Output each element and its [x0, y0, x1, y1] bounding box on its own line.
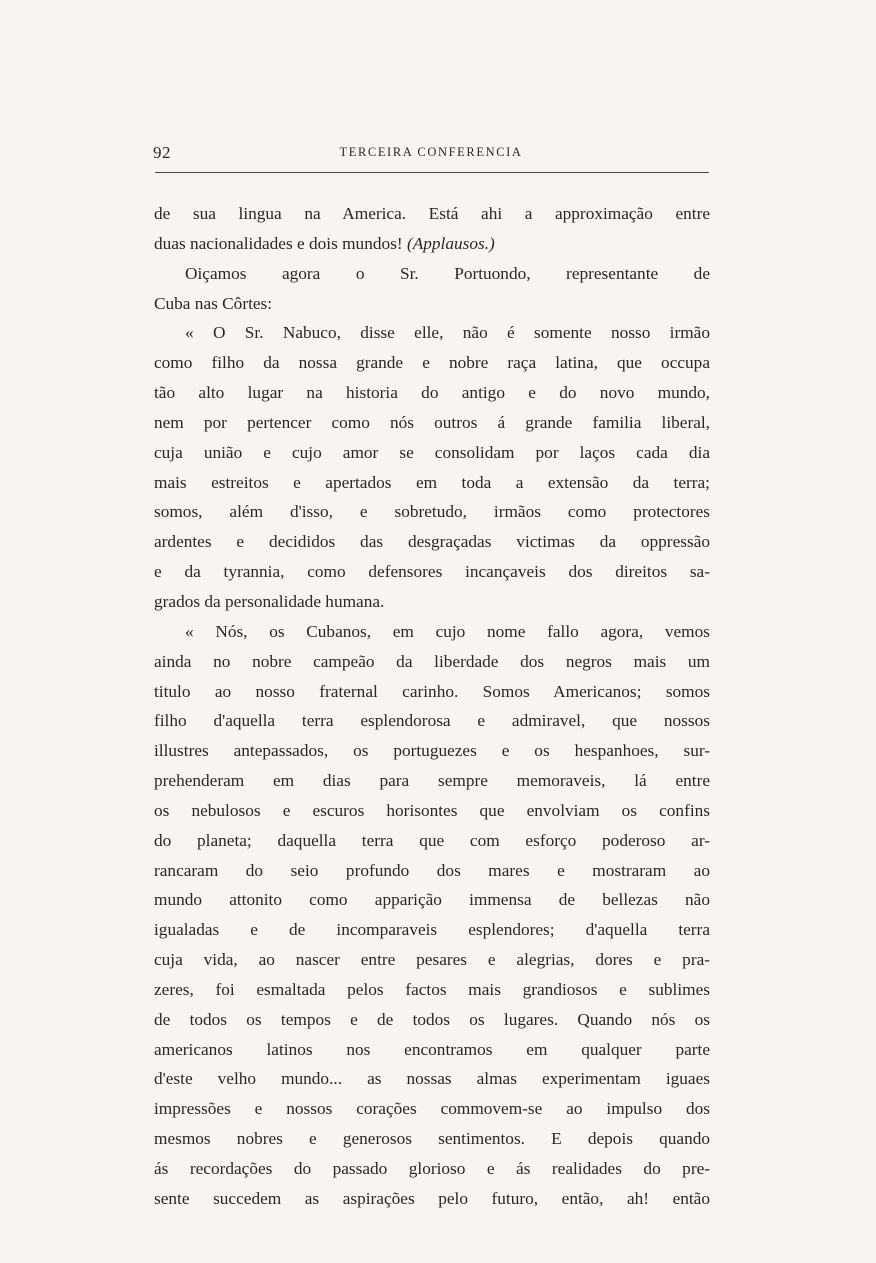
text-line: Cuba nas Côrtes: [154, 293, 273, 313]
applause-note: (Applausos.) [406, 233, 495, 253]
text-line [154, 229, 710, 259]
header-rule [155, 172, 709, 173]
text-line: americanos latinos nos encontramos em qualquer parte [154, 1039, 710, 1059]
running-title: TERCEIRA CONFERENCIA [339, 145, 523, 159]
text-line: cuja vida, ao nascer entre pesares e alegrias, dores e pra- [154, 950, 710, 970]
text-line: os nebulosos e escuros horisontes que envolviam os confins [154, 800, 710, 820]
text-line: de todos os tempos e de todos os lugares. Quando nós os [154, 1009, 710, 1029]
text-line: titulo ao nosso fraternal carinho. Somos Americanos; somos [154, 681, 710, 701]
text-line: igualadas e de incomparaveis esplendores; d'aquella terra [154, 920, 710, 940]
text-line: prehenderam em dias para sempre memoraveis, lá entre [154, 771, 710, 791]
text-line: zeres, foi esmaltada pelos factos mais grandiosos e sublimes [154, 979, 710, 999]
text-line: filho d'aquella terra esplendorosa e admiravel, que nossos [154, 711, 710, 731]
text-line: impressões e nossos corações commovem-se ao impulso dos [154, 1099, 710, 1119]
text-line: tão alto lugar na historia do antigo e do novo mundo, [154, 383, 710, 403]
text-line: rancaram do seio profundo dos mares e mostraram ao [154, 860, 710, 880]
text-line: somos, além d'isso, e sobretudo, irmãos como protectores [154, 502, 710, 522]
text-line: mundo attonito como apparição immensa de bellezas não [154, 890, 710, 910]
text-line: grados da personalidade humana. [154, 591, 385, 611]
text-line: cuja união e cujo amor se consolidam por laços cada dia [154, 442, 710, 462]
text-line: « Nós, os Cubanos, em cujo nome fallo agora, vemos [185, 621, 710, 641]
text-line: mesmos nobres e generosos sentimentos. E depois quando [154, 1129, 710, 1149]
text-line-fragment: duas nacionalidades e dois mundos! [154, 233, 403, 253]
text-line: illustres antepassados, os portuguezes e os hespanhoes, sur- [154, 741, 710, 761]
text-line: ás recordações do passado glorioso e ás realidades do pre- [154, 1159, 710, 1178]
text-line: d'este velho mundo... as nossas almas experimentam iguaes [154, 1069, 710, 1089]
text-line: como filho da nossa grande e nobre raça latina, que occupa [154, 353, 710, 373]
running-head [153, 143, 709, 167]
page-number: 92 [153, 143, 171, 162]
text-line: Oiçamos agora o Sr. Portuondo, representante de [185, 263, 710, 283]
text-line: de sua lingua na America. Está ahi a approximação entre [154, 204, 710, 223]
text-line: « O Sr. Nabuco, disse elle, não é somente nosso irmão [185, 323, 710, 343]
text-line: e da tyrannia, como defensores incançaveis dos direitos sa- [154, 562, 710, 582]
text-line: mais estreitos e apertados em toda a extensão da terra; [154, 472, 710, 492]
text-line: ardentes e decididos das desgraçadas victimas da oppressão [154, 532, 710, 552]
text-line: ainda no nobre campeão da liberdade dos negros mais um [154, 651, 710, 671]
body-text [154, 199, 710, 1214]
text-line: nem por pertencer como nós outros á grande familia liberal, [154, 412, 710, 432]
text-line: sente succedem as aspirações pelo futuro, então, ah! então [154, 1188, 710, 1208]
text-line: do planeta; daquella terra que com esforço poderoso ar- [154, 830, 710, 850]
